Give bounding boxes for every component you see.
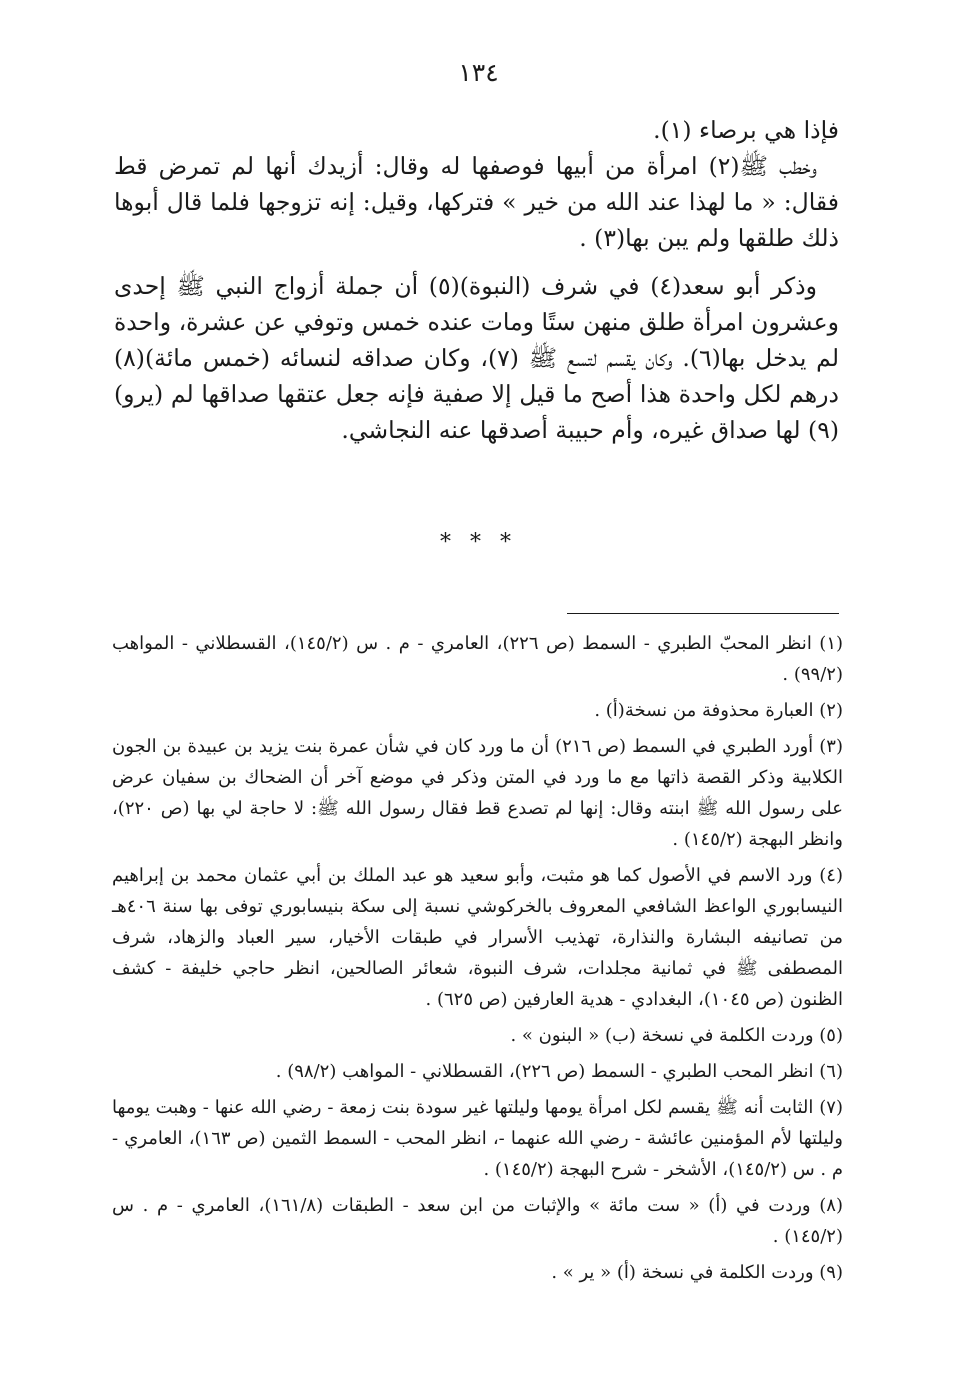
footnote-7: (٧) الثابت أنه ﷺ يقسم لكل امرأة يومها وليلتها غير سودة بنت زمعة - رضي الله عنها - وهبت يومها وليلتها لأم المؤمنين عائشة - رضي الله عنهما -، انظر المحب - السمط الثمين (ص ١٦٣)، العامري - م . س (١٤٥/٢)، الأشخر - شرح البهجة (١٤٥/٢) . xyxy=(112,1097,843,1180)
footnote-6: (٦) انظر المحب الطبري - السمط (ص ٢٢٦)، القسطلاني - المواهب (٩٨/٢) . xyxy=(275,1061,843,1082)
section-separator: * * * xyxy=(440,530,517,555)
footnote-8: (٨) وردت في (أ) « ست مائة » والإثبات من ابن سعد - الطبقات (١٦١/٨)، العامري - م . س (١٤٥/٢) . xyxy=(112,1195,843,1247)
footnote-9: (٩) وردت الكلمة في نسخة (أ) « ير » . xyxy=(551,1262,843,1283)
footnote-4: (٤) ورد الاسم في الأصول كما هو مثبت، وأبو سعيد هو عبد الملك بن أبي عثمان محمد بن إبراهيم النيسابوري الواعظ الشافعي المعروف بالخركوشي نسبة إلى سكة بنيسابوري توفى بها سنة ٤٠٦هـ من تصانيفه البشارة والنذارة، تهذيب الأسرار في طبقات الأخيار، سير العباد والزهاد، شرف المصطفى ﷺ في ثمانية مجلدات، شرف النبوة، شعائر الصالحين، انظر حاجي خليفة - كشف الظنون (ص ١٠٤٥)، البغدادي - هدية العارفين (ص ٦٢٥) . xyxy=(112,865,843,1010)
footnote-2: (٢) العبارة محذوفة من نسخة(أ) . xyxy=(594,700,843,721)
footnote-1: (١) انظر المحبّ الطبري - السمط (ص ٢٢٦)، العامري - م . س (١٤٥/٢)، القسطلاني - المواهب (٩٩/٢) . xyxy=(112,633,844,685)
paragraph-3: وذكر أبو سعد(٤) في شرف (النبوة)(٥) أن جملة أزواج النبي ﷺ إحدى وعشرون امرأة طلق منهن ستًا ومات عنده خمس وتوفي عن عشرة، واحدة لم يدخل بها(٦). وكان يقسم لتسع ﷺ (٧)، وكان صداقه لنسائه (خمس مائة)(٨) درهم لكل واحدة هذا أصح ما قيل إلا صفية فإنه جعل عتقها صداقها لم (يرو) (٩) لها صداق غيره، وأم حبيبة أصدقها عنه النجاشي. xyxy=(114,272,839,444)
page-number: ١٣٤ xyxy=(458,58,499,87)
paragraph-2: وخطب ﷺ(٢) امرأة من أبيها فوصفها له وقال: أزيدك أنها لم تمرض قط فقال: « ما لهذا عند الله من خير » فتركها، وقيل: إنه تزوجها فلما قال أبوها ذلك طلقها ولم يبن بها(٣) . xyxy=(114,152,839,252)
footnote-3: (٣) أورد الطبري في السمط (ص ٢١٦) أن ما ورد كان في شأن عمرة بنت يزيد بن عبيدة بن الجون الكلابية وذكر القصة ذاتها مع ما ورد في المتن وذكر في موضع آخر أن الضحاك بن سفيان عرض على رسول الله ﷺ ابنته وقال: إنها لم تصدع قط فقال رسول الله ﷺ: لا حاجة لي بها (ص ٢٢٠)، وانظر البهجة (١٤٥/٢) . xyxy=(112,736,843,850)
footnotes xyxy=(112,628,843,1293)
paragraph-1: فإذا هي برصاء (١). xyxy=(653,116,839,144)
footnote-rule xyxy=(567,613,839,614)
main-text xyxy=(114,112,839,448)
footnote-5: (٥) وردت الكلمة في نسخة (ب) « البنون » . xyxy=(510,1025,843,1046)
